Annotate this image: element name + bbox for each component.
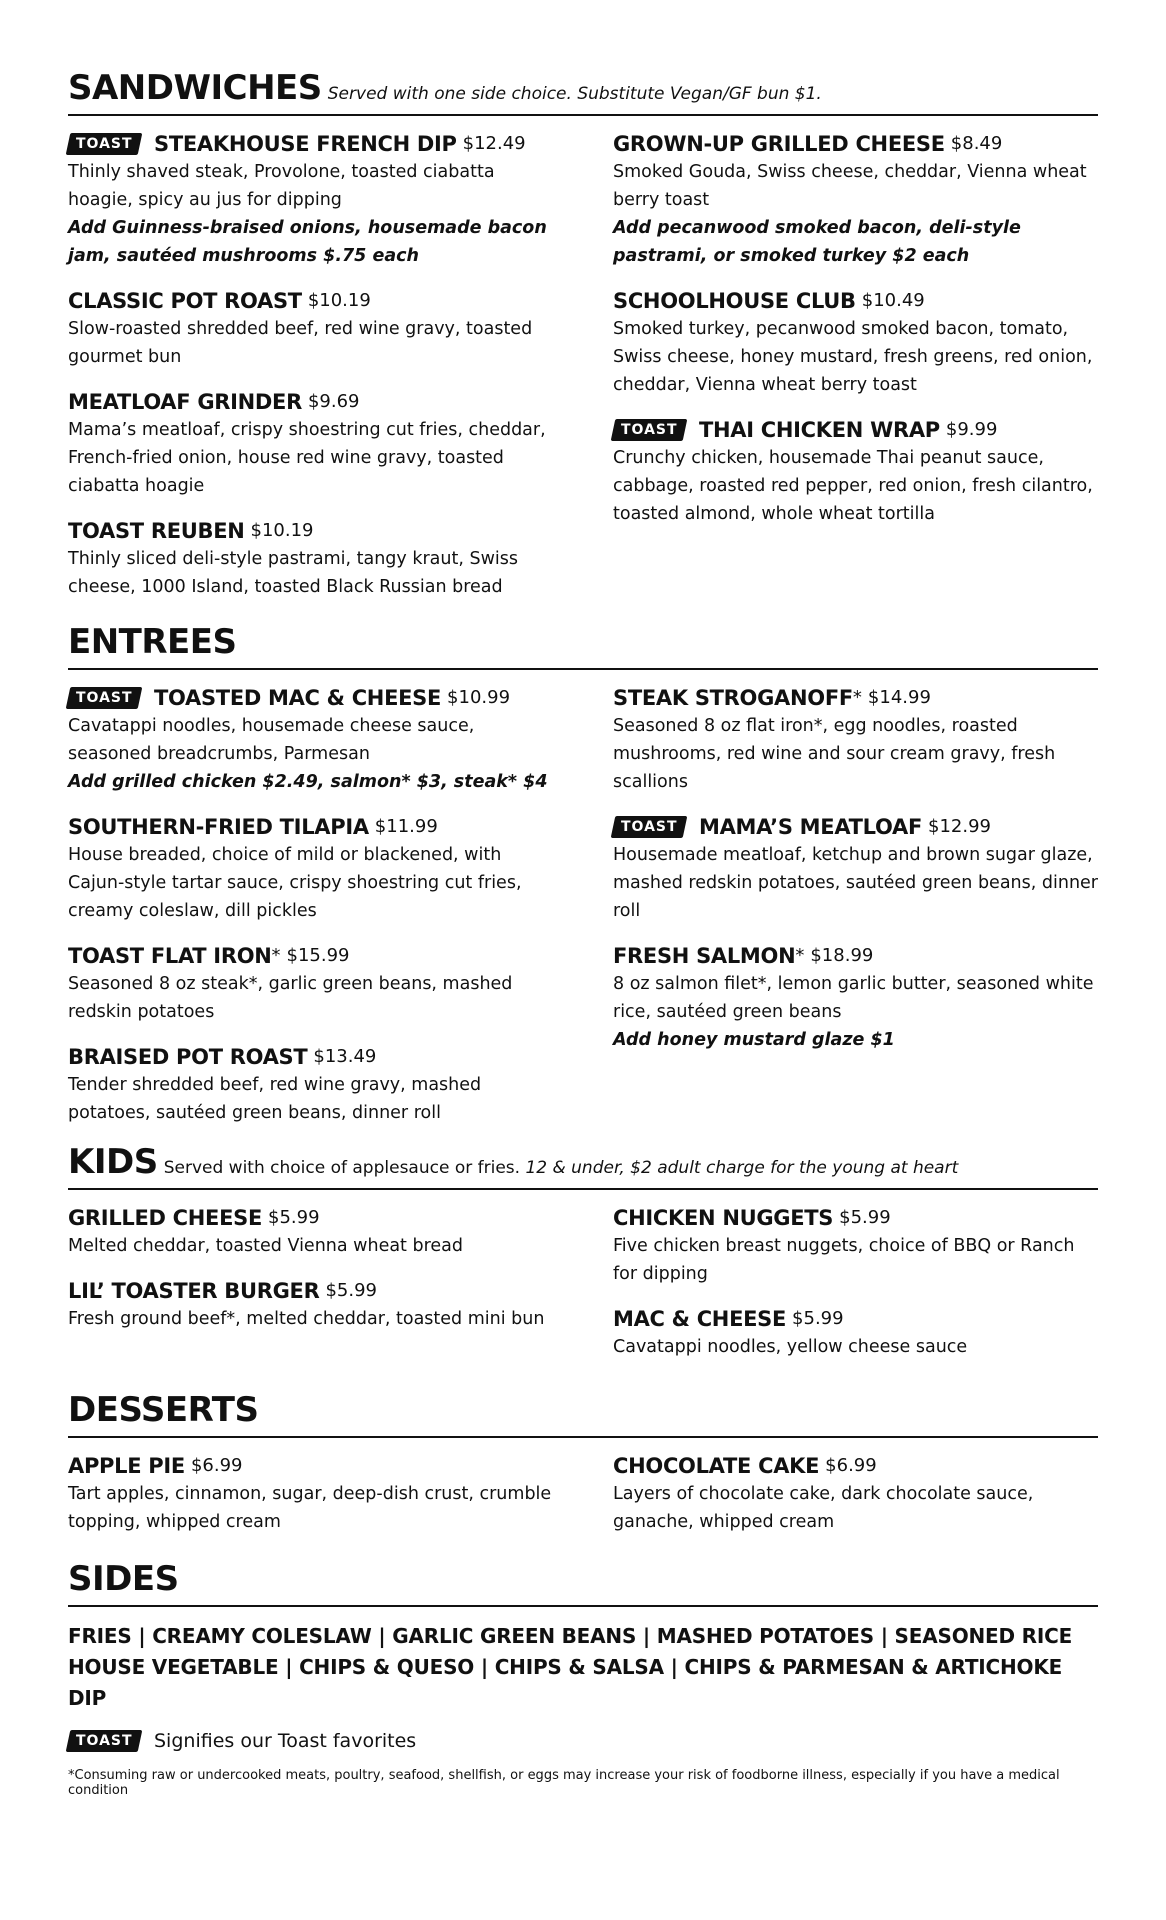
item-name-line bbox=[68, 942, 553, 970]
menu-item bbox=[68, 1452, 553, 1536]
favorites-legend bbox=[68, 1730, 1098, 1752]
item-name: SOUTHERN-FRIED TILAPIA bbox=[68, 815, 369, 839]
item-price: $8.49 bbox=[950, 133, 1003, 154]
menu-item bbox=[68, 287, 553, 371]
item-name-line bbox=[613, 1305, 1098, 1333]
item-name-line bbox=[68, 517, 553, 545]
footnote: *Consuming raw or undercooked meats, poultry, seafood, shellfish, or eggs may increase your risk of foodborne illness, especially if you have a medical condition bbox=[68, 1768, 1060, 1798]
item-name-line bbox=[613, 1204, 1098, 1232]
item-name: CHOCOLATE CAKE bbox=[613, 1454, 820, 1478]
item-name: CLASSIC POT ROAST bbox=[68, 289, 302, 313]
item-star: * bbox=[852, 687, 862, 708]
item-price: $9.99 bbox=[945, 419, 998, 440]
item-price: $10.49 bbox=[861, 290, 925, 311]
sandwiches-title: SANDWICHES bbox=[68, 68, 322, 108]
item-description: House breaded, choice of mild or blackened, with Cajun-style tartar sauce, crispy shoestring cut fries, creamy coleslaw, dill pickles bbox=[68, 845, 522, 921]
menu-item bbox=[68, 1204, 553, 1260]
toast-logo-icon: TOAST bbox=[66, 1730, 143, 1752]
item-description: 8 oz salmon filet*, lemon garlic butter, seasoned white rice, sautéed green beans bbox=[613, 974, 1094, 1022]
menu-item bbox=[613, 1305, 1098, 1361]
menu-item bbox=[68, 517, 553, 601]
item-description: Tart apples, cinnamon, sugar, deep-dish crust, crumble topping, whipped cream bbox=[68, 1484, 552, 1532]
item-price: $5.99 bbox=[792, 1308, 844, 1329]
item-price: $5.99 bbox=[325, 1280, 377, 1301]
item-price: $10.19 bbox=[250, 520, 314, 541]
menu-item bbox=[613, 1204, 1098, 1288]
menu-item bbox=[613, 416, 1098, 528]
item-name: CHICKEN NUGGETS bbox=[613, 1206, 834, 1230]
item-price: $10.19 bbox=[307, 290, 371, 311]
item-price: $10.99 bbox=[447, 687, 511, 708]
desserts-section bbox=[68, 1452, 1098, 1553]
item-name-line bbox=[613, 813, 1098, 841]
menu-item bbox=[613, 684, 1098, 796]
item-description: Slow-roasted shredded beef, red wine gravy, toasted gourmet bun bbox=[68, 319, 533, 367]
item-name-line bbox=[613, 942, 1098, 970]
toast-logo-icon: TOAST bbox=[66, 687, 143, 709]
menu-item bbox=[68, 684, 553, 796]
menu-item bbox=[68, 942, 553, 1026]
item-description: Thinly shaved steak, Provolone, toasted ciabatta hoagie, spicy au jus for dipping bbox=[68, 162, 495, 210]
item-name-line bbox=[68, 1043, 553, 1071]
item-price: $5.99 bbox=[839, 1207, 891, 1228]
toast-logo-icon: TOAST bbox=[66, 133, 143, 155]
item-description: Housemade meatloaf, ketchup and brown sugar glaze, mashed redskin potatoes, sautéed green beans, dinner roll bbox=[613, 845, 1099, 921]
item-price: $18.99 bbox=[810, 945, 874, 966]
item-name: THAI CHICKEN WRAP bbox=[699, 418, 940, 442]
item-name-line bbox=[68, 1452, 553, 1480]
item-name: SCHOOLHOUSE CLUB bbox=[613, 289, 856, 313]
item-description: Five chicken breast nuggets, choice of BBQ or Ranch for dipping bbox=[613, 1236, 1075, 1284]
item-addon: Add Guinness-braised onions, housemade bacon jam, sautéed mushrooms $.75 each bbox=[68, 218, 547, 266]
menu-item bbox=[613, 287, 1098, 399]
item-name: STEAKHOUSE FRENCH DIP bbox=[154, 132, 457, 156]
menu-item bbox=[68, 388, 553, 500]
item-name: STEAK STROGANOFF bbox=[613, 686, 853, 710]
menu-item bbox=[613, 1452, 1098, 1536]
item-description: Cavatappi noodles, housemade cheese sauce, seasoned breadcrumbs, Parmesan bbox=[68, 716, 475, 764]
menu-item bbox=[613, 942, 1098, 1054]
sides-header bbox=[68, 1559, 1098, 1607]
item-star: * bbox=[271, 945, 281, 966]
entrees-header bbox=[68, 622, 1098, 670]
item-name: TOASTED MAC & CHEESE bbox=[154, 686, 442, 710]
sandwiches-header bbox=[68, 68, 1098, 116]
item-name-line bbox=[68, 1277, 553, 1305]
item-name: TOAST FLAT IRON bbox=[68, 944, 272, 968]
legend-text: Signifies our Toast favorites bbox=[154, 1730, 417, 1752]
item-name-line bbox=[613, 416, 1098, 444]
menu-item bbox=[68, 1043, 553, 1127]
item-description: Seasoned 8 oz steak*, garlic green beans, mashed redskin potatoes bbox=[68, 974, 513, 1022]
item-name-line bbox=[613, 684, 1098, 712]
item-price: $6.99 bbox=[825, 1455, 877, 1476]
item-addon: Add grilled chicken $2.49, salmon* $3, steak* $4 bbox=[68, 772, 548, 792]
item-price: $5.99 bbox=[268, 1207, 320, 1228]
item-description: Crunchy chicken, housemade Thai peanut sauce, cabbage, roasted red pepper, red onion, fresh cilantro, toasted almond, whole wheat tortilla bbox=[613, 448, 1093, 524]
menu-item bbox=[613, 130, 1098, 270]
desserts-title: DESSERTS bbox=[68, 1390, 259, 1430]
item-name-line bbox=[68, 287, 553, 315]
kids-header bbox=[68, 1142, 1098, 1190]
item-name-line bbox=[68, 388, 553, 416]
item-price: $6.99 bbox=[190, 1455, 243, 1476]
item-star: * bbox=[795, 945, 805, 966]
kids-note: Served with choice of applesauce or fries. 12 & under, $2 adult charge for the young at heart bbox=[163, 1158, 959, 1178]
sandwiches-right-column bbox=[613, 130, 1098, 618]
item-description: Melted cheddar, toasted Vienna wheat bread bbox=[68, 1236, 463, 1256]
item-name: APPLE PIE bbox=[68, 1454, 185, 1478]
desserts-left-column bbox=[68, 1452, 553, 1553]
item-description: Seasoned 8 oz flat iron*, egg noodles, roasted mushrooms, red wine and sour cream gravy, fresh scallions bbox=[613, 716, 1056, 792]
item-description: Tender shredded beef, red wine gravy, mashed potatoes, sautéed green beans, dinner roll bbox=[68, 1075, 482, 1123]
menu-page bbox=[68, 68, 1098, 1798]
menu-item bbox=[68, 1277, 553, 1333]
item-description: Smoked Gouda, Swiss cheese, cheddar, Vienna wheat berry toast bbox=[613, 162, 1087, 210]
item-price: $14.99 bbox=[867, 687, 931, 708]
desserts-header bbox=[68, 1390, 1098, 1438]
item-name-line bbox=[613, 130, 1098, 158]
item-addon: Add pecanwood smoked bacon, deli-style pastrami, or smoked turkey $2 each bbox=[613, 218, 1021, 266]
sandwiches-section bbox=[68, 130, 1098, 618]
item-price: $11.99 bbox=[374, 816, 438, 837]
item-name: MAC & CHEESE bbox=[613, 1307, 787, 1331]
item-name-line bbox=[68, 684, 553, 712]
item-addon: Add honey mustard glaze $1 bbox=[613, 1030, 895, 1050]
item-price: $12.99 bbox=[928, 816, 991, 837]
entrees-title: ENTREES bbox=[68, 622, 237, 662]
kids-right-column bbox=[613, 1204, 1098, 1378]
menu-item bbox=[68, 813, 553, 925]
sides-line-1: FRIES | CREAMY COLESLAW | GARLIC GREEN BEANS | MASHED POTATOES | SEASONED RICE bbox=[68, 1624, 1073, 1648]
item-name-line bbox=[68, 813, 553, 841]
item-name: GRILLED CHEESE bbox=[68, 1206, 263, 1230]
item-name-line bbox=[68, 1204, 553, 1232]
item-description: Smoked turkey, pecanwood smoked bacon, tomato, Swiss cheese, honey mustard, fresh greens, red onion, cheddar, Vienna wheat berry toast bbox=[613, 319, 1093, 395]
item-description: Cavatappi noodles, yellow cheese sauce bbox=[613, 1337, 968, 1357]
sandwiches-note: Served with one side choice. Substitute Vegan/GF bun $1. bbox=[327, 84, 822, 104]
item-name: MAMA’S MEATLOAF bbox=[699, 815, 922, 839]
item-description: Thinly sliced deli-style pastrami, tangy kraut, Swiss cheese, 1000 Island, toasted Black Russian bread bbox=[68, 549, 518, 597]
kids-title: KIDS bbox=[68, 1142, 158, 1182]
sides-line-2: HOUSE VEGETABLE | CHIPS & QUESO | CHIPS & SALSA | CHIPS & PARMESAN & ARTICHOKE DIP bbox=[68, 1655, 1063, 1710]
item-price: $13.49 bbox=[313, 1046, 377, 1067]
item-price: $15.99 bbox=[286, 945, 350, 966]
entrees-left-column bbox=[68, 684, 553, 1144]
item-name-line bbox=[68, 130, 553, 158]
item-description: Layers of chocolate cake, dark chocolate sauce, ganache, whipped cream bbox=[613, 1484, 1034, 1532]
item-price: $9.69 bbox=[307, 391, 360, 412]
toast-logo-icon: TOAST bbox=[611, 816, 688, 838]
menu-item bbox=[68, 130, 553, 270]
desserts-right-column bbox=[613, 1452, 1098, 1553]
sandwiches-left-column bbox=[68, 130, 553, 618]
item-description: Fresh ground beef*, melted cheddar, toasted mini bun bbox=[68, 1309, 545, 1329]
item-name: FRESH SALMON bbox=[613, 944, 796, 968]
kids-section bbox=[68, 1204, 1098, 1378]
item-name-line bbox=[613, 287, 1098, 315]
item-name: BRAISED POT ROAST bbox=[68, 1045, 308, 1069]
item-description: Mama’s meatloaf, crispy shoestring cut fries, cheddar, French-fried onion, house red wine gravy, toasted ciabatta hoagie bbox=[68, 420, 546, 496]
item-name: TOAST REUBEN bbox=[68, 519, 245, 543]
entrees-right-column bbox=[613, 684, 1098, 1144]
menu-item bbox=[613, 813, 1098, 925]
item-name-line bbox=[613, 1452, 1098, 1480]
item-price: $12.49 bbox=[462, 133, 526, 154]
entrees-section bbox=[68, 684, 1098, 1144]
kids-left-column bbox=[68, 1204, 553, 1378]
item-name: MEATLOAF GRINDER bbox=[68, 390, 302, 414]
toast-logo-icon: TOAST bbox=[611, 419, 688, 441]
item-name: GROWN-UP GRILLED CHEESE bbox=[613, 132, 945, 156]
sides-title: SIDES bbox=[68, 1559, 179, 1599]
item-name: LIL’ TOASTER BURGER bbox=[68, 1279, 320, 1303]
